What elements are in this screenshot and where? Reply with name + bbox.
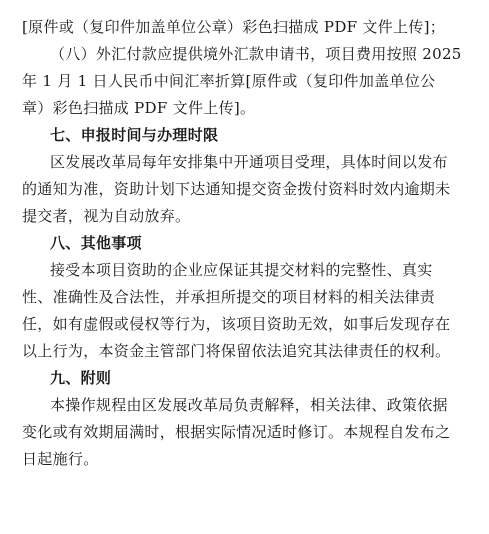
text-line: 章）彩色扫描成 PDF 文件上传]。: [22, 99, 256, 117]
text-line: [原件或（复印件加盖单位公章）彩色扫描成 PDF 文件上传]；: [22, 18, 446, 36]
section-heading-9: 九、附则: [50, 369, 112, 387]
text-line: 提交者，视为自动放弃。: [22, 207, 191, 225]
text-line: 以上行为，本资金主管部门将保留依法追究其法律责任的权利。: [22, 342, 451, 360]
text-line: 年 1 月 1 日人民币中间汇率折算[原件或（复印件加盖单位公: [22, 72, 436, 90]
text-line: 接受本项目资助的企业应保证其提交材料的完整性、真实: [50, 261, 433, 279]
text-line: 本操作规程由区发展改革局负责解释，相关法律、政策依据: [50, 396, 448, 414]
text-line: 区发展改革局每年安排集中开通项目受理，具体时间以发布: [50, 153, 448, 171]
text-line: 任，如有虚假或侵权等行为，该项目资助无效，如事后发现存在: [22, 315, 451, 333]
text-line: 性、准确性及合法性，并承担所提交的项目材料的相关法律责: [22, 288, 436, 306]
text-line: 变化或有效期届满时，根据实际情况适时修订。本规程自发布之: [22, 423, 451, 441]
text-line: （八）外汇付款应提供境外汇款申请书，项目费用按照 2025: [50, 45, 462, 63]
text-line: 的通知为准，资助计划下达通知提交资金拨付资料时效内逾期未: [22, 180, 451, 198]
text-line: 日起施行。: [22, 450, 99, 468]
section-heading-8: 八、其他事项: [50, 234, 142, 252]
section-heading-7: 七、申报时间与办理时限: [50, 126, 219, 144]
